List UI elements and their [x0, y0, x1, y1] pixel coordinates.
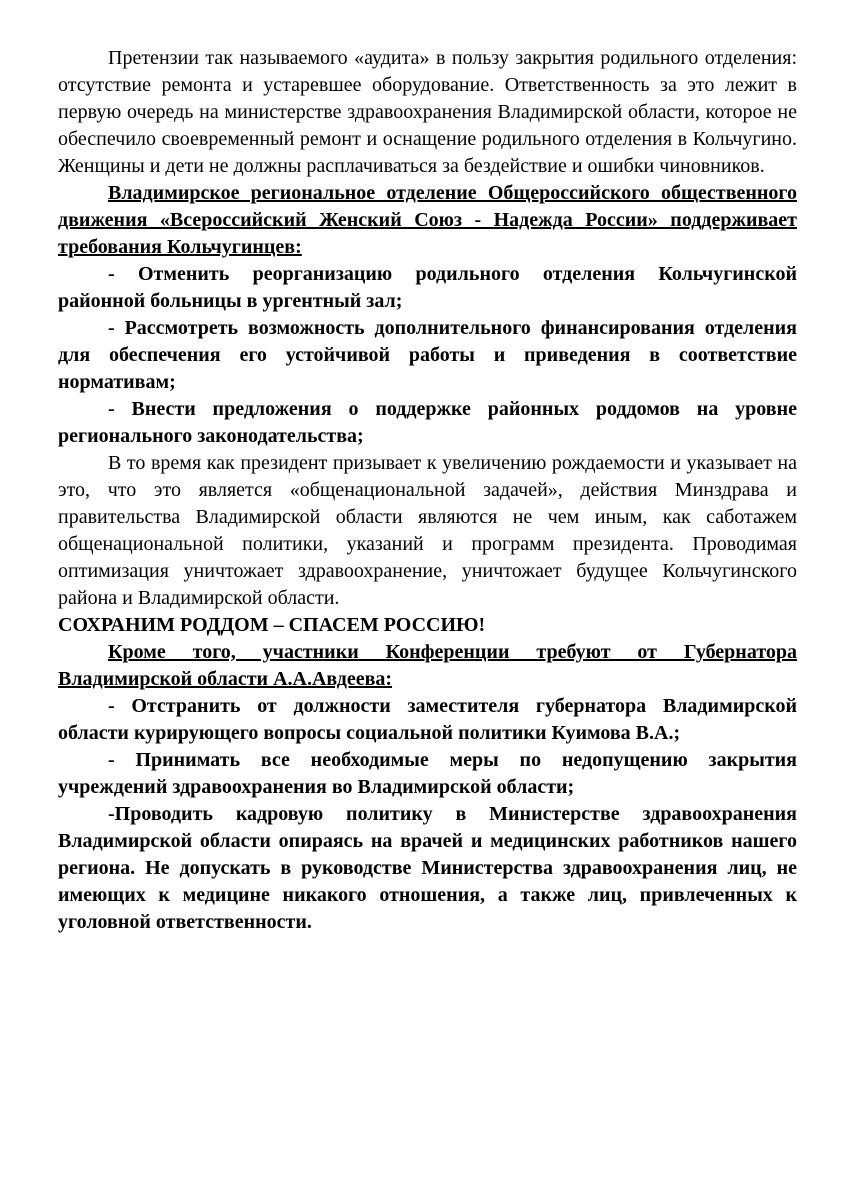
demand-item-regional-legislation: - Внести предложения о поддержке районных роддомов на уровне регионального законодательства; [58, 398, 797, 447]
paragraph-movement-support-statement: Владимирское региональное отделение Общероссийского общественного движения «Всероссийский Женский Союз - Надежда России» поддерживает требования Кольчугинцев: [58, 182, 797, 258]
governor-demand-item-prevent-closures: - Принимать все необходимые меры по недопущению закрытия учреждений здравоохранения во Владимирской области; [58, 749, 797, 798]
paragraph-audit-claims: Претензии так называемого «аудита» в пользу закрытия родильного отделения: отсутствие ремонта и устаревшее оборудование. Ответственность за это лежит в первую очередь на министерстве здравоохранения Владимирской области, которое не обеспечило своевременный ремонт и оснащение родильного отделения в Кольчугино. Женщины и дети не должны расплачиваться за бездействие и ошибки чиновников. [58, 47, 797, 177]
demand-item-cancel-reorganization: - Отменить реорганизацию родильного отделения Кольчугинской районной больницы в ургентный зал; [58, 263, 797, 312]
governor-demand-item-personnel-policy: -Проводить кадровую политику в Министерстве здравоохранения Владимирской области опираясь на врачей и медицинских работников нашего региона. Не допускать в руководстве Министерства здравоохранения лиц, не имеющих к медицине никакого отношения, а также лиц, привлеченных к уголовной ответственности. [58, 803, 797, 933]
slogan-heading: СОХРАНИМ РОДДОМ – СПАСЕМ РОССИЮ! [58, 614, 486, 636]
governor-demand-item-dismiss-deputy: - Отстранить от должности заместителя губернатора Владимирской области курирующего вопросы социальной политики Куимова В.А.; [58, 695, 797, 744]
paragraph-president-policy-sabotage: В то время как президент призывает к увеличению рождаемости и указывает на это, что это является «общенациональной задачей», действия Минздрава и правительства Владимирской области являются не чем иным, как саботажем общенациональной политики, указаний и программ президента. Проводимая оптимизация уничтожает здравоохранение, уничтожает будущее Кольчугинского района и Владимирской области. [58, 452, 797, 609]
demand-item-additional-funding: - Рассмотреть возможность дополнительного финансирования отделения для обеспечения его устойчивой работы и приведения в соответствие нормативам; [58, 317, 797, 393]
paragraph-governor-demands-intro: Кроме того, участники Конференции требуют от Губернатора Владимирской области А.А.Авдеева: [58, 641, 797, 690]
